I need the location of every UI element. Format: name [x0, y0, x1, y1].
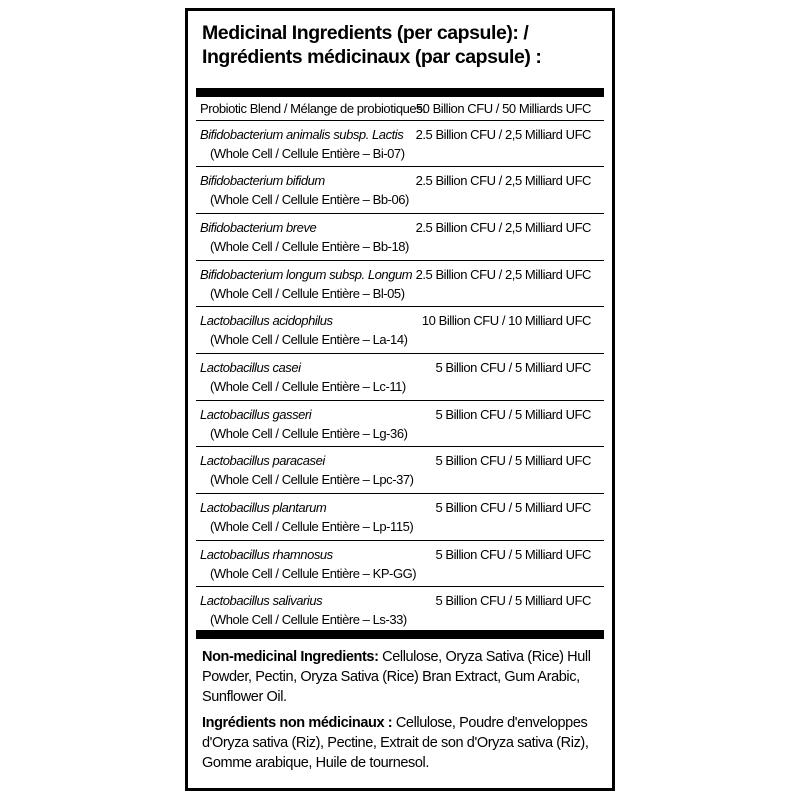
ingredient-name: Lactobacillus paracasei — [200, 453, 325, 469]
ingredient-name: Bifidobacterium animalis subsp. Lactis — [200, 126, 404, 142]
ingredient-name: Lactobacillus gasseri — [200, 406, 312, 422]
ingredient-amount: 5 Billion CFU / 5 Milliard UFC — [435, 500, 591, 515]
header-title-en: Medicinal Ingredients (per capsule): / — [202, 22, 529, 44]
ingredient-strain: (Whole Cell / Cellule Entière – Bi-07) — [210, 145, 405, 161]
ingredients-panel — [185, 8, 615, 791]
divider-bar-bottom — [196, 630, 604, 639]
table-row — [196, 307, 604, 354]
ingredient-name: Bifidobacterium breve — [200, 219, 317, 235]
table-row — [196, 494, 604, 541]
ingredient-strain: (Whole Cell / Cellule Entière – Lp-115) — [210, 519, 414, 534]
ingredient-strain: (Whole Cell / Cellule Entière – KP-GG) — [210, 565, 417, 581]
ingredient-table — [196, 97, 604, 630]
ingredient-strain: (Whole Cell / Cellule Entière – Bb-18) — [210, 238, 409, 254]
ingredient-amount: 5 Billion CFU / 5 Milliard UFC — [435, 406, 591, 422]
non-medicinal-section — [188, 639, 612, 773]
ingredient-strain: (Whole Cell / Cellule Entière – Ls-33) — [210, 612, 407, 628]
table-row — [196, 447, 604, 494]
ingredient-strain: (Whole Cell / Cellule Entière – Bb-06) — [210, 192, 409, 208]
ingredient-strain: (Whole Cell / Cellule Entière – Lc-11) — [210, 378, 406, 394]
ingredient-amount: 5 Billion CFU / 5 Milliard UFC — [435, 359, 591, 375]
ingredient-name: Lactobacillus acidophilus — [200, 313, 333, 329]
ingredient-strain: (Whole Cell / Cellule Entière – La-14) — [210, 332, 408, 348]
table-row — [196, 401, 604, 448]
divider-bar-top — [196, 88, 604, 97]
ingredient-amount: 2.5 Billion CFU / 2,5 Milliard UFC — [415, 126, 591, 142]
table-row — [196, 587, 604, 630]
table-row — [196, 167, 604, 214]
ingredient-amount: 5 Billion CFU / 5 Milliard UFC — [435, 453, 591, 469]
ingredient-amount: 10 Billion CFU / 10 Milliard UFC — [421, 313, 591, 329]
non-medicinal-en-label: Non-medicinal Ingredients: — [202, 649, 379, 666]
ingredient-name: Bifidobacterium longum subsp. Longum — [200, 266, 413, 282]
table-row — [196, 541, 604, 588]
ingredient-name: Lactobacillus casei — [200, 359, 301, 375]
non-medicinal-fr-label: Ingrédients non médicinaux : — [202, 715, 393, 732]
table-row — [196, 121, 604, 168]
blend-label: Probiotic Blend / Mélange de probiotiques: — [200, 101, 426, 116]
ingredient-amount: 2.5 Billion CFU / 2,5 Milliard UFC — [415, 266, 591, 282]
blend-amount: 50 Billion CFU / 50 Milliards UFC — [415, 101, 591, 116]
non-medicinal-fr-text: Cellulose, Poudre d'enveloppes d'Oryza sativa (Riz), Pectine, Extrait de son d'Oryza sativa (Riz), Gomme arabique, Huile de tournesol. — [202, 715, 589, 772]
table-row — [196, 214, 604, 261]
ingredient-name: Bifidobacterium bifidum — [200, 173, 325, 189]
ingredient-strain: (Whole Cell / Cellule Entière – Lpc-37) — [210, 472, 414, 488]
panel-header — [188, 11, 612, 88]
ingredient-amount: 5 Billion CFU / 5 Milliard UFC — [435, 593, 591, 609]
blend-row — [196, 97, 604, 121]
non-medicinal-en-text: Cellulose, Oryza Sativa (Rice) Hull Powder, Pectin, Oryza Sativa (Rice) Bran Extract, Gum Arabic, Sunflower Oil. — [202, 649, 591, 706]
ingredient-name: Lactobacillus rhamnosus — [200, 546, 333, 562]
table-row — [196, 261, 604, 308]
ingredient-strain: (Whole Cell / Cellule Entière – Bl-05) — [210, 285, 405, 301]
ingredient-amount: 5 Billion CFU / 5 Milliard UFC — [435, 546, 591, 562]
ingredient-name: Lactobacillus plantarum — [200, 500, 327, 515]
table-row — [196, 354, 604, 401]
ingredient-name: Lactobacillus salivarius — [200, 593, 323, 609]
non-medicinal-fr — [202, 713, 598, 773]
header-title-fr: Ingrédients médicinaux (par capsule) : — [202, 46, 542, 68]
ingredient-strain: (Whole Cell / Cellule Entière – Lg-36) — [210, 425, 408, 441]
non-medicinal-en — [202, 647, 598, 707]
ingredient-amount: 2.5 Billion CFU / 2,5 Milliard UFC — [415, 219, 591, 235]
ingredient-amount: 2.5 Billion CFU / 2,5 Milliard UFC — [415, 173, 591, 189]
